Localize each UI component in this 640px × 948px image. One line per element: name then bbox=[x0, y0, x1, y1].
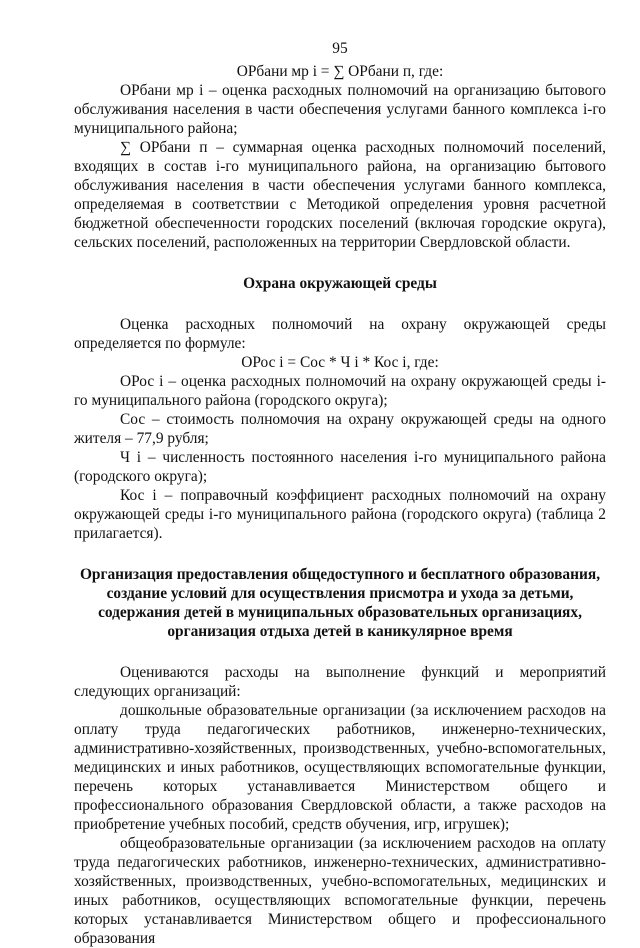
paragraph-education-intro: Оцениваются расходы на выполнение функций и мероприятий следующих организаций: bbox=[74, 664, 606, 700]
paragraph-preschool: дошкольные образовательные организации (за исключением расходов на оплату труда педагогических работников, инженерно-технических, административно-хозяйственных, производственных, учебно-вспомогательных, медицинских и иных работников, осуществляющих вспомогательные функции, перечень которых устанавливается Министерством общего и профессионального образования Свердловской области, а также расходов на приобретение учебных пособий, средств обучения, игр, игрушек); bbox=[74, 702, 606, 833]
paragraph-general-education: общеобразовательные организации (за исключением расходов на оплату труда педагогических работников, инженерно-технических, административно-хозяйственных, производственных, учебно-вспомогательных, медицинских и иных работников, осуществляющих вспомогательные функции, перечень которых устанавливается Министерством общего и профессионального образования bbox=[74, 835, 606, 947]
paragraph-oros-definition: ОРос i – оценка расходных полномочий на охрану окружающей среды i-го муниципального района (городского округа); bbox=[74, 373, 606, 409]
paragraph-sos-definition: Сос – стоимость полномочия на охрану окружающей среды на одного жителя – 77,9 рубля; bbox=[74, 411, 606, 447]
document-page bbox=[74, 40, 606, 948]
section-heading-education bbox=[74, 565, 606, 641]
section-heading-environment: Охрана окружающей среды bbox=[243, 275, 437, 292]
paragraph-coefficient-definition: Кос i – поправочный коэффициент расходных полномочий на охрану окружающей среды i-го муниципального района (городского округа) (таблица 2 прилагается). bbox=[74, 487, 606, 542]
heading-line: создание условий для осуществления присмотра и ухода за детьми, bbox=[106, 585, 574, 602]
heading-line: Организация предоставления общедоступного и бесплатного образования, bbox=[79, 566, 601, 583]
formula-environment: ОРос i = Сос * Ч i * Кос i, где: bbox=[241, 354, 439, 371]
formula-bath: ОРбани мр i = ∑ ОРбани п, где: bbox=[236, 63, 444, 80]
heading-line: содержания детей в муниципальных образовательных организациях, bbox=[98, 604, 582, 621]
page-number: 95 bbox=[332, 40, 348, 57]
paragraph-environment-intro: Оценка расходных полномочий на охрану окружающей среды определяется по формуле: bbox=[74, 316, 606, 352]
paragraph-bath-definition: ОРбани мр i – оценка расходных полномочий на организацию бытового обслуживания населения в части обеспечения услугами банного комплекса i-го муниципального района; bbox=[74, 82, 606, 137]
paragraph-population-definition: Ч i – численность постоянного населения i-го муниципального района (городского округа); bbox=[74, 449, 606, 485]
paragraph-bath-sum-definition: ∑ ОРбани п – суммарная оценка расходных полномочий поселений, входящих в состав i-го муниципального района, на организацию бытового обслуживания населения в части обеспечения услугами банного комплекса, определяемая в соответствии с Методикой определения уровня расчетной бюджетной обеспеченности городских поселений (включая городские округа), сельских поселений, расположенных на территории Свердловской области. bbox=[74, 139, 606, 251]
heading-line: организация отдыха детей в каникулярное время bbox=[167, 623, 513, 640]
